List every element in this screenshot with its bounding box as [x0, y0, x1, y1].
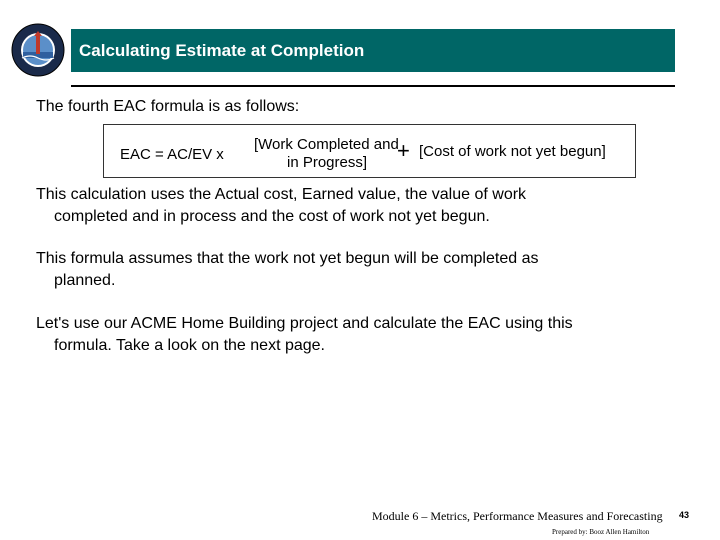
page-title: Calculating Estimate at Completion — [79, 40, 365, 60]
footer-module-title: Module 6 – Metrics, Performance Measures and Forecasting — [372, 509, 663, 523]
title-divider — [71, 85, 675, 87]
booz-allen-hamilton-logo-icon — [10, 22, 66, 78]
paragraph-calculation — [36, 184, 676, 228]
formula-work-line2: in Progress] — [287, 154, 368, 171]
formula-cost-term: [Cost of work not yet begun] — [419, 143, 606, 160]
paragraph-line: Let's use our ACME Home Building project and calculate the EAC using this — [36, 315, 573, 332]
formula-work-line1: [Work Completed and — [254, 136, 399, 153]
paragraph-assumption — [36, 248, 676, 292]
formula-lhs: EAC = AC/EV x — [120, 146, 224, 163]
paragraph-line: completed and in process and the cost of work not yet begun. — [54, 208, 490, 225]
paragraph-line: formula. Take a look on the next page. — [54, 337, 325, 354]
paragraph-line: This calculation uses the Actual cost, Earned value, the value of work — [36, 186, 527, 203]
formula-plus-sign: + — [397, 138, 410, 163]
paragraph-next-step — [36, 313, 676, 357]
paragraph-line: This formula assumes that the work not yet begun will be completed as — [36, 250, 539, 267]
title-bar — [71, 29, 675, 72]
intro-text: The fourth EAC formula is as follows: — [36, 98, 300, 115]
paragraph-line: planned. — [54, 272, 116, 289]
page-number: 43 — [679, 510, 690, 520]
formula-box — [103, 124, 636, 178]
footer-prepared-by: Prepared by: Booz Allen Hamilton — [552, 528, 650, 536]
